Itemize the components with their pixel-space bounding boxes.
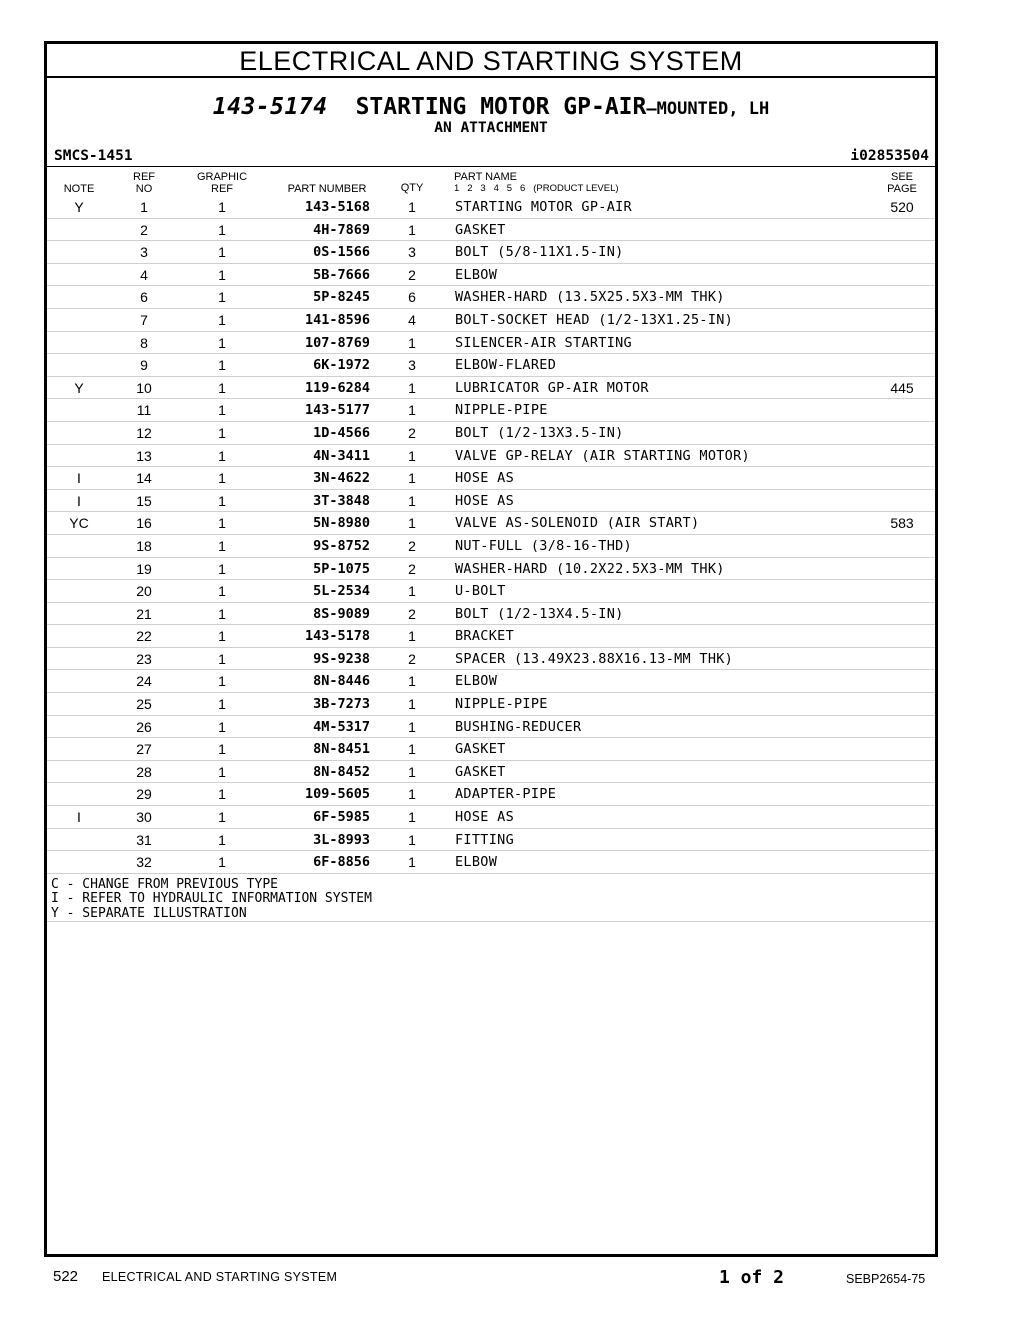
quantity: 1: [408, 334, 416, 351]
table-row: [47, 806, 935, 829]
graphic-ref: 1: [218, 334, 226, 351]
ref-number: 27: [136, 741, 152, 758]
quantity: 2: [408, 605, 416, 622]
part-name: ADAPTER-PIPE: [455, 786, 557, 803]
col-ref: [119, 171, 169, 195]
part-name: HOSE AS: [455, 809, 514, 826]
part-name: BOLT (1/2-13X4.5-IN): [455, 605, 624, 622]
part-number: 6K-1972: [313, 357, 370, 374]
table-row: [47, 603, 935, 626]
part-number: 8N-8451: [313, 741, 370, 758]
part-number: 5L-2534: [313, 583, 370, 600]
table-row: [47, 512, 935, 535]
col-product-level: 1 2 3 4 5 6 (PRODUCT LEVEL): [454, 183, 619, 194]
ref-number: 7: [140, 311, 148, 328]
part-number: 0S-1566: [313, 244, 370, 261]
table-row: [47, 467, 935, 490]
graphic-ref: 1: [218, 673, 226, 690]
part-name: NUT-FULL (3/8-16-THD): [455, 537, 632, 554]
table-row: [47, 286, 935, 309]
part-number: 4H-7869: [313, 221, 370, 238]
part-number: 3N-4622: [313, 470, 370, 487]
table-row: [47, 580, 935, 603]
page-frame: [44, 41, 938, 1257]
col-part-name-label: PART NAME: [454, 171, 517, 183]
graphic-ref: 1: [218, 605, 226, 622]
ref-number: 31: [136, 831, 152, 848]
quantity: 1: [408, 583, 416, 600]
legend-note: I - REFER TO HYDRAULIC INFORMATION SYSTEM: [51, 891, 372, 907]
footer-doc-id: SEBP2654-75: [846, 1272, 926, 1286]
graphic-ref: 1: [218, 763, 226, 780]
group-subtitle: AN ATTACHMENT: [434, 120, 548, 136]
part-number: 8S-9089: [313, 605, 370, 622]
part-number: 6F-5985: [313, 809, 370, 826]
part-name: NIPPLE-PIPE: [455, 402, 548, 419]
quantity: 1: [408, 696, 416, 713]
legend-notes: [47, 874, 935, 922]
part-name: HOSE AS: [455, 470, 514, 487]
part-number: 143-5178: [304, 628, 370, 645]
quantity: 1: [408, 515, 416, 532]
table-row: [47, 377, 935, 400]
quantity: 4: [408, 311, 416, 328]
quantity: 1: [408, 809, 416, 826]
part-number: 6F-8856: [313, 854, 370, 871]
ref-number: 26: [136, 718, 152, 735]
part-note: I: [77, 470, 81, 487]
quantity: 1: [408, 379, 416, 396]
graphic-ref: 1: [218, 447, 226, 464]
part-note: I: [77, 809, 81, 826]
part-number: 1D-4566: [313, 424, 370, 441]
part-note: Y: [74, 199, 84, 215]
ref-number: 14: [136, 470, 152, 487]
part-name: BOLT-SOCKET HEAD (1/2-13X1.25-IN): [455, 311, 734, 328]
table-row: [47, 445, 935, 468]
footer-page-number: 522: [53, 1268, 79, 1285]
see-page: 583: [890, 515, 914, 532]
table-row: [47, 693, 935, 716]
ref-number: 4: [140, 266, 148, 283]
ref-number: 10: [136, 379, 152, 396]
part-name: GASKET: [455, 763, 506, 780]
quantity: 1: [408, 673, 416, 690]
table-row: [47, 196, 935, 219]
graphic-ref: 1: [218, 266, 226, 283]
quantity: 2: [408, 266, 416, 283]
part-name: LUBRICATOR GP-AIR MOTOR: [455, 379, 649, 396]
ref-number: 2: [140, 221, 148, 238]
table-row: [47, 332, 935, 355]
graphic-ref: 1: [218, 492, 226, 509]
see-page: 445: [890, 379, 914, 396]
part-name: BOLT (1/2-13X3.5-IN): [455, 424, 624, 441]
quantity: 3: [408, 244, 416, 261]
col-see-page: [873, 171, 931, 195]
col-part-name: [454, 171, 619, 195]
quantity: 1: [408, 741, 416, 758]
part-number: 4N-3411: [313, 447, 370, 464]
col-graphic-ref: [187, 171, 257, 195]
part-name: WASHER-HARD (13.5X25.5X3-MM THK): [455, 289, 725, 306]
part-name: ELBOW-FLARED: [455, 357, 557, 374]
part-number: 5P-1075: [313, 560, 370, 577]
graphic-ref: 1: [218, 221, 226, 238]
quantity: 3: [408, 357, 416, 374]
quantity: 1: [408, 470, 416, 487]
part-name: GASKET: [455, 221, 506, 238]
graphic-ref: 1: [218, 560, 226, 577]
quantity: 1: [408, 492, 416, 509]
part-number: 5P-8245: [313, 289, 370, 306]
parts-table: [47, 196, 935, 922]
graphic-ref: 1: [218, 831, 226, 848]
ref-number: 11: [136, 402, 152, 419]
table-row: [47, 219, 935, 242]
quantity: 2: [408, 537, 416, 554]
col-graphic-top: GRAPHIC: [196, 171, 248, 183]
table-row: [47, 241, 935, 264]
ref-number: 15: [136, 492, 152, 509]
part-number: 143-5168: [304, 199, 370, 215]
graphic-ref: 1: [218, 741, 226, 758]
part-number: 4M-5317: [313, 718, 370, 735]
col-ref-bottom: NO: [135, 183, 153, 195]
part-name: BOLT (5/8-11X1.5-IN): [455, 244, 624, 261]
part-number: 3B-7273: [313, 696, 370, 713]
col-see-top: SEE: [890, 171, 913, 183]
table-row: [47, 399, 935, 422]
part-name: GASKET: [455, 741, 506, 758]
graphic-ref: 1: [218, 628, 226, 645]
part-name: BRACKET: [455, 628, 514, 645]
part-number: 3T-3848: [313, 492, 370, 509]
table-row: [47, 716, 935, 739]
table-row: [47, 625, 935, 648]
graphic-ref: 1: [218, 718, 226, 735]
graphic-ref: 1: [218, 199, 226, 215]
part-number: 3L-8993: [313, 831, 370, 848]
graphic-ref: 1: [218, 515, 226, 532]
table-row: [47, 761, 935, 784]
part-name: SILENCER-AIR STARTING: [455, 334, 632, 351]
graphic-ref: 1: [218, 854, 226, 871]
part-number: 8N-8452: [313, 763, 370, 780]
part-name: VALVE AS-SOLENOID (AIR START): [455, 515, 700, 532]
ref-number: 29: [136, 786, 152, 803]
part-number: 119-6284: [304, 379, 370, 396]
table-row: [47, 535, 935, 558]
quantity: 1: [408, 402, 416, 419]
part-name: ELBOW: [455, 854, 498, 871]
ref-number: 22: [136, 628, 152, 645]
ref-number: 21: [136, 605, 152, 622]
part-name: HOSE AS: [455, 492, 514, 509]
col-ref-top: REF: [133, 171, 155, 183]
quantity: 1: [408, 831, 416, 848]
ref-number: 25: [136, 696, 152, 713]
quantity: 1: [408, 221, 416, 238]
quantity: 2: [408, 424, 416, 441]
table-row: [47, 829, 935, 852]
part-note: I: [77, 492, 81, 509]
graphic-ref: 1: [218, 244, 226, 261]
part-number: 143-5177: [304, 402, 370, 419]
graphic-ref: 1: [218, 786, 226, 803]
part-note: Y: [74, 379, 84, 396]
table-row: [47, 648, 935, 671]
quantity: 1: [408, 763, 416, 780]
graphic-ref: 1: [218, 289, 226, 306]
table-row: [47, 264, 935, 287]
table-row: [47, 783, 935, 806]
table-row: [47, 738, 935, 761]
part-number: 109-5605: [304, 786, 370, 803]
ref-number: 3: [140, 244, 148, 261]
quantity: 1: [408, 786, 416, 803]
graphic-ref: 1: [218, 402, 226, 419]
col-qty: QTY: [400, 182, 424, 194]
quantity: 1: [408, 199, 416, 215]
graphic-ref: 1: [218, 379, 226, 396]
quantity: 2: [408, 560, 416, 577]
graphic-ref: 1: [218, 650, 226, 667]
part-name: ELBOW: [455, 673, 498, 690]
table-row: [47, 490, 935, 513]
smcs-code: SMCS-1451: [54, 148, 133, 164]
ref-number: 19: [136, 560, 152, 577]
ref-number: 1: [140, 199, 148, 215]
ref-number: 24: [136, 673, 152, 690]
col-graphic-bottom: REF: [211, 183, 233, 195]
part-number: 5B-7666: [313, 266, 370, 283]
part-number: 141-8596: [304, 311, 370, 328]
part-name: ELBOW: [455, 266, 498, 283]
graphic-ref: 1: [218, 357, 226, 374]
col-see-bottom: PAGE: [887, 183, 917, 195]
header-divider: [47, 166, 935, 167]
col-note: NOTE: [63, 183, 95, 195]
ref-number: 32: [136, 854, 152, 871]
graphic-ref: 1: [218, 696, 226, 713]
table-row: [47, 851, 935, 874]
ref-number: 6: [140, 289, 148, 306]
part-name: VALVE GP-RELAY (AIR STARTING MOTOR): [455, 447, 750, 464]
ref-number: 18: [136, 537, 152, 554]
section-title: ELECTRICAL AND STARTING SYSTEM: [47, 44, 935, 78]
part-name: FITTING: [455, 831, 514, 848]
part-name: SPACER (13.49X23.88X16.13-MM THK): [455, 650, 734, 667]
part-number: 8N-8446: [313, 673, 370, 690]
table-row: [47, 309, 935, 332]
see-page: 520: [890, 199, 914, 215]
graphic-ref: 1: [218, 311, 226, 328]
group-name: STARTING MOTOR GP-AIR: [355, 94, 647, 120]
part-number: 9S-8752: [313, 537, 370, 554]
part-name: BUSHING-REDUCER: [455, 718, 582, 735]
quantity: 2: [408, 650, 416, 667]
graphic-ref: 1: [218, 537, 226, 554]
ref-number: 9: [140, 357, 148, 374]
col-part-number: PART NUMBER: [287, 183, 367, 195]
ref-number: 23: [136, 650, 152, 667]
quantity: 6: [408, 289, 416, 306]
group-suffix: —MOUNTED, LH: [646, 99, 770, 119]
group-heading: [47, 94, 935, 120]
table-row: [47, 558, 935, 581]
part-number: 9S-9238: [313, 650, 370, 667]
part-note: YC: [69, 515, 89, 532]
graphic-ref: 1: [218, 809, 226, 826]
ref-number: 12: [136, 424, 152, 441]
quantity: 1: [408, 447, 416, 464]
ref-number: 20: [136, 583, 152, 600]
ref-number: 8: [140, 334, 148, 351]
graphic-ref: 1: [218, 470, 226, 487]
page-footer: [0, 1268, 1020, 1292]
quantity: 1: [408, 628, 416, 645]
footer-section: ELECTRICAL AND STARTING SYSTEM: [102, 1270, 338, 1284]
group-number: 143-5174: [212, 94, 328, 120]
graphic-ref: 1: [218, 583, 226, 600]
graphic-ref: 1: [218, 424, 226, 441]
part-number: 5N-8980: [313, 515, 370, 532]
ref-number: 30: [136, 809, 152, 826]
table-row: [47, 422, 935, 445]
quantity: 1: [408, 854, 416, 871]
part-name: U-BOLT: [455, 583, 506, 600]
ref-number: 16: [136, 515, 152, 532]
quantity: 1: [408, 718, 416, 735]
footer-page-count: 1 of 2: [719, 1267, 785, 1288]
table-row: [47, 670, 935, 693]
illustration-id: i02853504: [850, 148, 929, 164]
ref-number: 28: [136, 763, 152, 780]
table-row: [47, 354, 935, 377]
part-name: STARTING MOTOR GP-AIR: [455, 199, 632, 215]
part-name: NIPPLE-PIPE: [455, 696, 548, 713]
legend-note: Y - SEPARATE ILLUSTRATION: [51, 905, 247, 921]
legend-note: C - CHANGE FROM PREVIOUS TYPE: [51, 876, 278, 892]
part-number: 107-8769: [304, 334, 370, 351]
table-header: [47, 168, 935, 198]
ref-number: 13: [136, 447, 152, 464]
part-name: WASHER-HARD (10.2X22.5X3-MM THK): [455, 560, 725, 577]
